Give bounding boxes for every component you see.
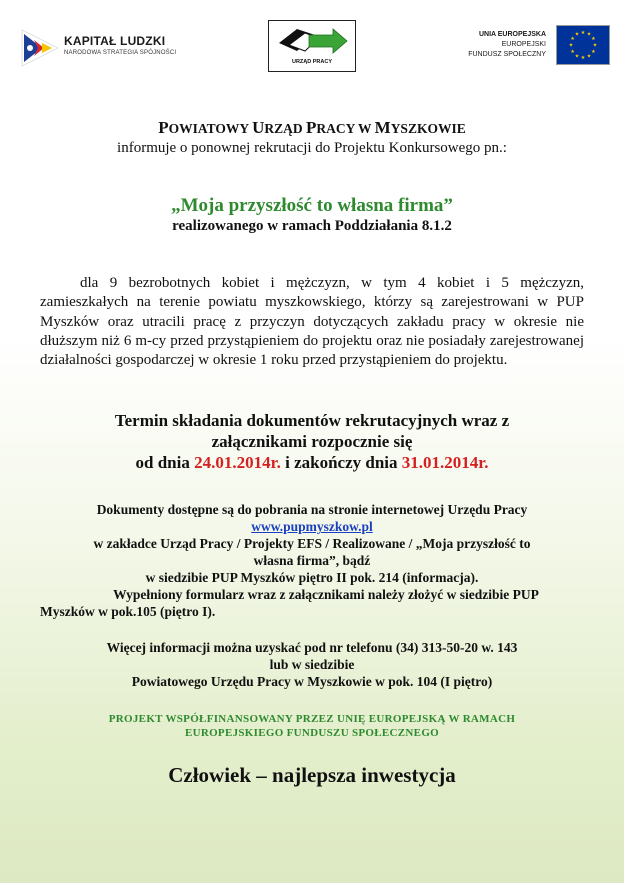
svg-text:★: ★ xyxy=(574,53,580,60)
eu-logo-line2: EUROPEJSKI xyxy=(501,41,546,48)
deadline-dates: od dnia 24.01.2014r. i zakończy dnia 31.01.2014r. xyxy=(135,453,489,473)
svg-text:★: ★ xyxy=(580,30,586,36)
efs-line1: PROJEKT WSPÓŁFINANSOWANY PRZEZ UNIĘ EUROPEJSKĄ W RAMACH xyxy=(108,713,516,726)
eu-logo-line3: FUNDUSZ SPOŁECZNY xyxy=(468,51,546,58)
office-name: POWIATOWY URZĄD PRACY W MYSZKOWIE xyxy=(158,118,466,137)
svg-text:★: ★ xyxy=(568,42,574,49)
slogan: Człowiek – najlepsza inwestycja xyxy=(168,763,456,788)
eu-logo xyxy=(446,24,611,72)
efs-notice xyxy=(0,712,624,740)
eligibility-paragraph: dla 9 bezrobotnych kobiet i mężczyzn, w tym 4 kobiet i 5 mężczyzn, zamieszkałych na terenie powiatu myszkowskiego, którzy są zarejestrowani w PUP Myszków oraz utracili pracę z przyczyn dotyczących zakładu pracy w okresie nie dłuższym niż 6 m-cy przed przystąpieniem do projektu oraz nie posiadały zarejestrowanej działalności gospodarczej w okresie 1 roku przed przystąpieniem do projektu. xyxy=(40,275,584,369)
project-title: „Moja przyszłość to własna firma” xyxy=(171,195,453,216)
documents-line3: w zakładce Urząd Pracy / Projekty EFS / Realizowane / „Moja przyszłość to xyxy=(93,536,531,552)
urzad-pracy-arrow-icon xyxy=(269,21,355,61)
efs-line2: EUROPEJSKIEGO FUNDUSZU SPOŁECZNEGO xyxy=(184,727,440,740)
kapital-ludzki-emblem-icon xyxy=(20,24,60,72)
eu-flag-icon xyxy=(556,25,610,65)
documents-line5: w siedzibie PUP Myszków piętro II pok. 214 (informacja). xyxy=(145,570,479,586)
svg-text:★: ★ xyxy=(570,49,575,55)
website-link[interactable]: www.pupmyszkow.pl xyxy=(251,519,373,535)
svg-text:★: ★ xyxy=(591,49,596,55)
start-date: 24.01.2014r. xyxy=(194,453,281,473)
intro-line: informuje o ponownej rekrutacji do Projektu Konkursowego pn.: xyxy=(117,140,507,156)
deadline-line2: załącznikami rozpocznie się xyxy=(211,432,413,452)
contact-section xyxy=(0,639,624,690)
project-subtitle: realizowanego w ramach Poddziałania 8.1.2 xyxy=(172,218,452,234)
documents-line1: Dokumenty dostępne są do pobrania na stronie internetowej Urzędu Pracy xyxy=(96,502,528,518)
svg-text:★: ★ xyxy=(591,36,596,42)
kapital-ludzki-subtitle: NARODOWA STRATEGIA SPÓJNOŚCI xyxy=(64,50,177,56)
deadline-line1: Termin składania dokumentów rekrutacyjnych wraz z xyxy=(114,411,510,431)
contact-line3: Powiatowego Urzędu Pracy w Myszkowie w pok. 104 (I piętro) xyxy=(131,674,493,690)
svg-text:★: ★ xyxy=(586,53,592,60)
urzad-pracy-logo xyxy=(268,20,356,72)
urzad-pracy-logo-text: URZĄD PRACY xyxy=(291,59,333,65)
svg-text:★: ★ xyxy=(592,42,598,49)
documents-line4: własna firma”, bądź xyxy=(253,553,371,569)
eu-logo-line1: UNIA EUROPEJSKA xyxy=(478,31,546,38)
announcement-body xyxy=(0,118,624,788)
kapital-ludzki-logo xyxy=(20,24,210,74)
svg-text:★: ★ xyxy=(570,36,575,42)
deadline-section xyxy=(0,410,624,473)
contact-line1: Więcej informacji można uzyskać pod nr telefonu (34) 313-50-20 w. 143 xyxy=(106,640,518,656)
kapital-ludzki-title: KAPITAŁ LUDZKI xyxy=(64,34,166,48)
documents-line7: Myszków w pok.105 (piętro I). xyxy=(40,604,216,620)
contact-line2: lub w siedzibie xyxy=(269,657,355,673)
end-date: 31.01.2014r. xyxy=(401,453,489,473)
svg-text:★: ★ xyxy=(586,31,592,38)
svg-text:★: ★ xyxy=(574,31,580,38)
logo-bar xyxy=(0,0,624,100)
svg-text:★: ★ xyxy=(580,55,586,61)
documents-line6: Wypełniony formularz wraz z załącznikami należy złożyć w siedzibie PUP xyxy=(113,587,539,603)
documents-section xyxy=(0,501,624,620)
